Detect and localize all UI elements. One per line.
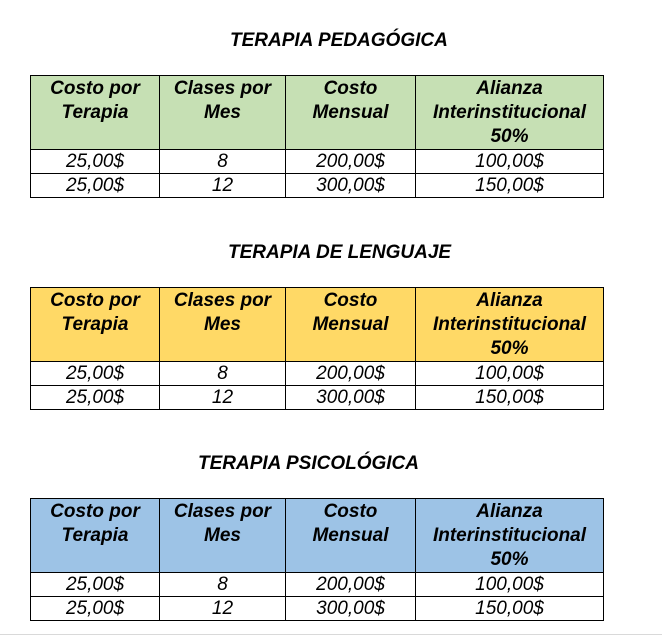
cell-costo-por-terapia: 25,00$ — [31, 174, 160, 198]
column-header-costo-por-terapia: Costo por Terapia — [31, 76, 160, 150]
cell-clases-por-mes: 12 — [160, 174, 286, 198]
section-title-psicologica: TERAPIA PSICOLÓGICA — [198, 453, 419, 474]
table-header-row — [31, 499, 604, 573]
table-row — [31, 362, 604, 386]
cell-clases-por-mes: 8 — [160, 573, 286, 597]
cell-costo-por-terapia: 25,00$ — [31, 386, 160, 410]
lenguaje-table — [30, 287, 604, 410]
column-header-alianza: Alianza Interinstitucional 50% — [416, 288, 604, 362]
column-header-clases-por-mes: Clases por Mes — [160, 499, 286, 573]
table-row — [31, 573, 604, 597]
table-row — [31, 150, 604, 174]
cell-costo-mensual: 200,00$ — [286, 362, 416, 386]
cell-costo-por-terapia: 25,00$ — [31, 150, 160, 174]
table-row — [31, 597, 604, 621]
cell-alianza: 100,00$ — [416, 362, 604, 386]
column-header-clases-por-mes: Clases por Mes — [160, 288, 286, 362]
cell-costo-mensual: 300,00$ — [286, 174, 416, 198]
cell-clases-por-mes: 8 — [160, 150, 286, 174]
section-title-pedagogica: TERAPIA PEDAGÓGICA — [230, 30, 448, 51]
cell-costo-mensual: 200,00$ — [286, 150, 416, 174]
cell-alianza: 100,00$ — [416, 573, 604, 597]
cell-costo-mensual: 300,00$ — [286, 597, 416, 621]
page-bottom-divider — [0, 634, 662, 635]
table-header-row — [31, 288, 604, 362]
cell-alianza: 150,00$ — [416, 174, 604, 198]
pedagogica-table — [30, 75, 604, 198]
column-header-alianza: Alianza Interinstitucional 50% — [416, 76, 604, 150]
cell-costo-por-terapia: 25,00$ — [31, 597, 160, 621]
cell-clases-por-mes: 12 — [160, 386, 286, 410]
column-header-alianza: Alianza Interinstitucional 50% — [416, 499, 604, 573]
column-header-clases-por-mes: Clases por Mes — [160, 76, 286, 150]
cell-alianza: 150,00$ — [416, 597, 604, 621]
cell-alianza: 150,00$ — [416, 386, 604, 410]
column-header-costo-mensual: Costo Mensual — [286, 76, 416, 150]
table-row — [31, 174, 604, 198]
column-header-costo-mensual: Costo Mensual — [286, 288, 416, 362]
cell-costo-por-terapia: 25,00$ — [31, 362, 160, 386]
section-title-lenguaje: TERAPIA DE LENGUAJE — [228, 242, 452, 263]
cell-costo-por-terapia: 25,00$ — [31, 573, 160, 597]
table-row — [31, 386, 604, 410]
psicologica-table — [30, 498, 604, 621]
cell-alianza: 100,00$ — [416, 150, 604, 174]
cell-costo-mensual: 200,00$ — [286, 573, 416, 597]
cell-costo-mensual: 300,00$ — [286, 386, 416, 410]
table-header-row — [31, 76, 604, 150]
column-header-costo-por-terapia: Costo por Terapia — [31, 288, 160, 362]
column-header-costo-por-terapia: Costo por Terapia — [31, 499, 160, 573]
column-header-costo-mensual: Costo Mensual — [286, 499, 416, 573]
cell-clases-por-mes: 12 — [160, 597, 286, 621]
cell-clases-por-mes: 8 — [160, 362, 286, 386]
